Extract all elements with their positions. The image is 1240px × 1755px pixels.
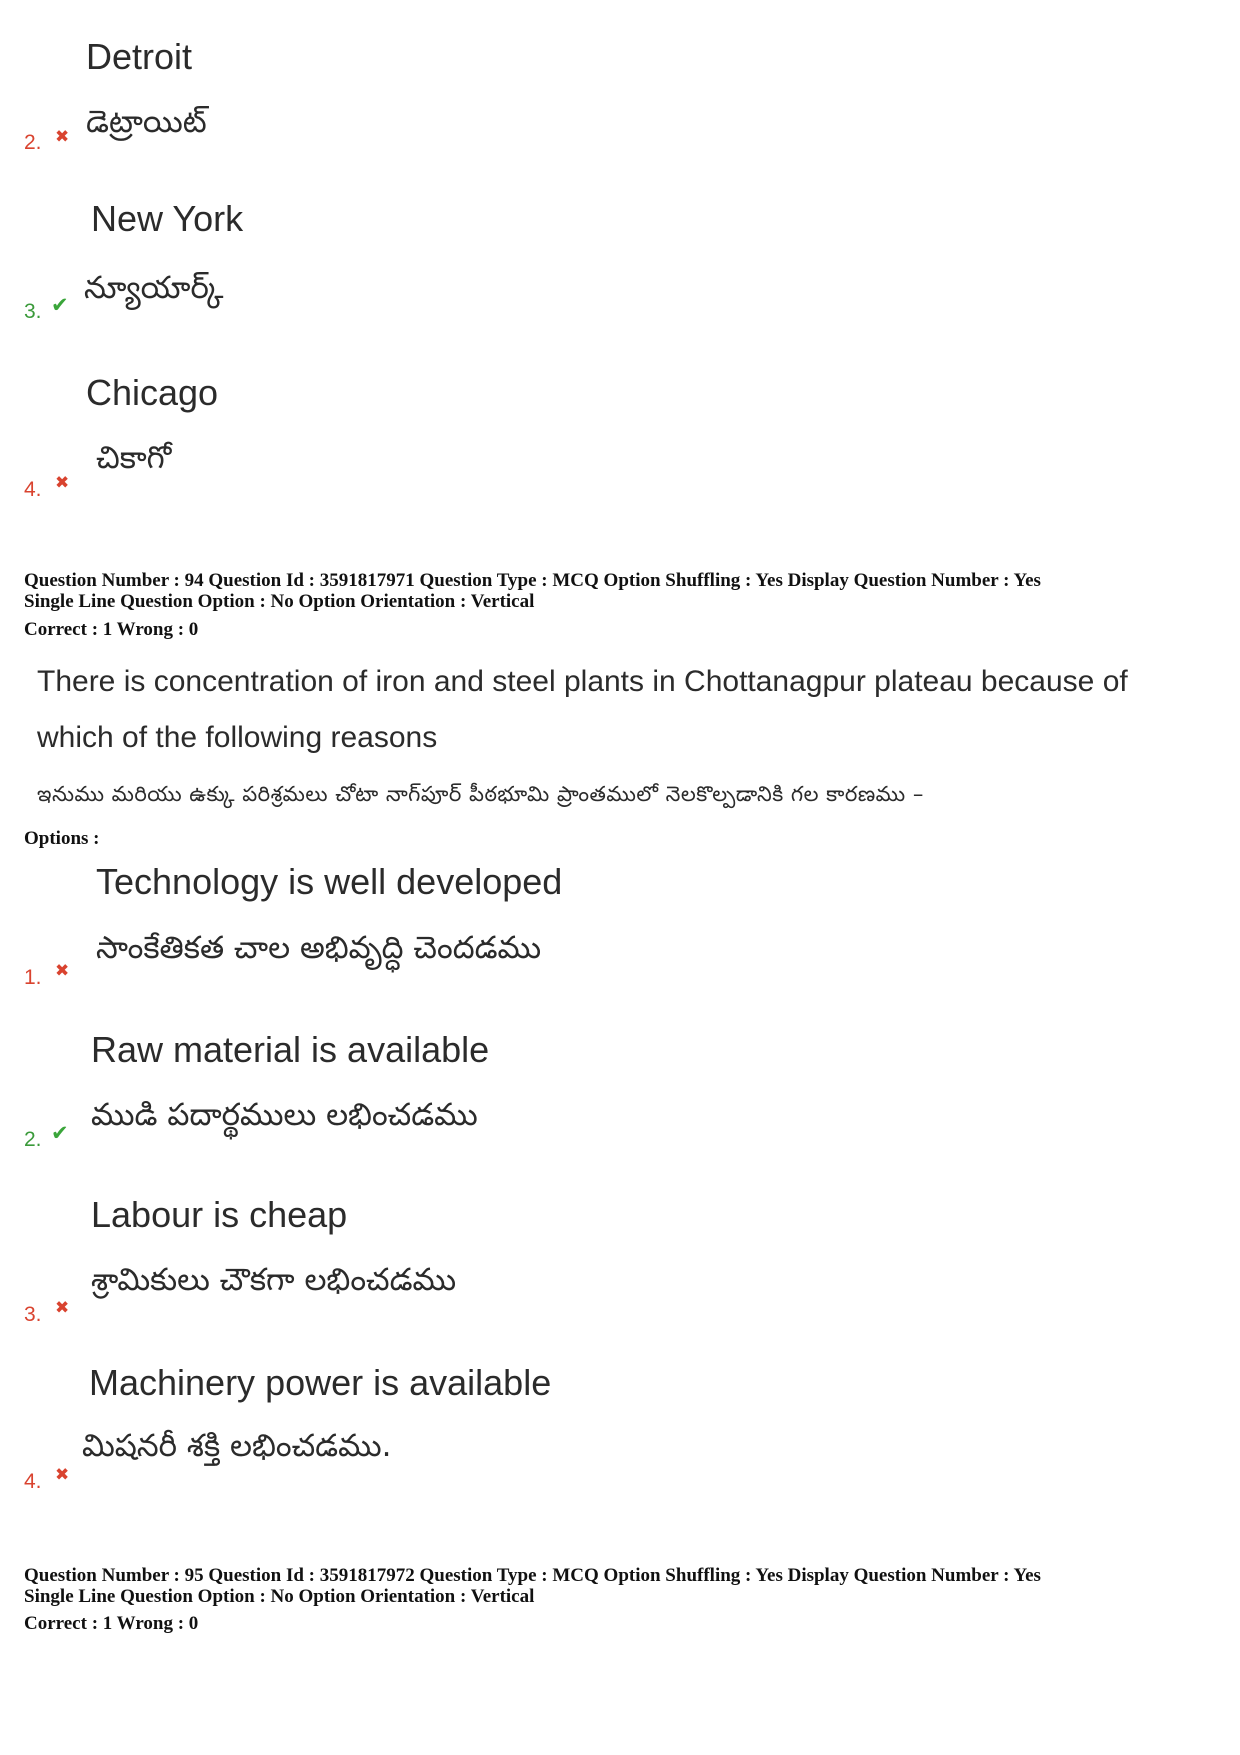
option-number: 1. (24, 966, 42, 989)
cross-mark-icon: ✖ (55, 127, 70, 147)
check-mark-icon: ✔ (51, 1121, 69, 1145)
cross-mark-icon: ✖ (55, 473, 70, 493)
meta-line: Single Line Question Option : No Option Orientation : Vertical (24, 591, 535, 612)
option-text-te: ముడి పదార్థములు లభించడము (91, 1097, 478, 1133)
marks-line: Correct : 1 Wrong : 0 (24, 619, 199, 640)
option-text-en: Labour is cheap (91, 1194, 348, 1235)
option-text-te: డెట్రాయిట్ (86, 104, 207, 140)
meta-line: Single Line Question Option : No Option Orientation : Vertical (24, 1586, 535, 1607)
cross-mark-icon: ✖ (55, 1298, 70, 1318)
meta-line: Question Number : 95 Question Id : 3591817972 Question Type : MCQ Option Shuffling : Yes Display Question Number : Yes (24, 1565, 1041, 1586)
option-number: 4. (24, 1470, 42, 1493)
option-number: 2. (24, 131, 42, 154)
option-number: 3. (24, 1303, 42, 1326)
meta-line: Question Number : 94 Question Id : 3591817971 Question Type : MCQ Option Shuffling : Yes Display Question Number : Yes (24, 570, 1041, 591)
question-text-en: which of the following reasons (37, 721, 438, 754)
option-text-te: న్యూయార్క్ (84, 270, 224, 306)
cross-mark-icon: ✖ (55, 961, 70, 981)
option-number: 2. (24, 1128, 42, 1151)
cross-mark-icon: ✖ (55, 1465, 70, 1485)
option-text-en: Machinery power is available (89, 1362, 552, 1403)
option-text-te: శ్రామికులు చౌకగా లభించడము (91, 1262, 457, 1298)
option-text-te: మిషనరీ శక్తి లభించడము. (82, 1428, 392, 1464)
option-number: 3. (24, 300, 42, 323)
options-label: Options : (24, 828, 100, 849)
option-text-en: New York (91, 198, 244, 239)
option-text-en: Detroit (86, 36, 193, 77)
option-text-en: Raw material is available (91, 1029, 490, 1070)
option-text-en: Chicago (86, 372, 219, 413)
option-text-en: Technology is well developed (96, 861, 563, 902)
check-mark-icon: ✔ (51, 293, 69, 317)
question-text-te: ఇనుము మరియు ఉక్కు పరిశ్రమలు చోటా నాగ్‌పూర్ పీఠభూమి ప్రాంతములో నెలకొల్పడానికి గల కారణము – (37, 782, 924, 806)
option-text-te: చికాగో (96, 440, 172, 476)
option-number: 4. (24, 478, 42, 501)
question-text-en: There is concentration of iron and steel plants in Chottanagpur plateau because of (37, 665, 1128, 698)
option-text-te: సాంకేతికత చాల అభివృద్ధి చెందడము (96, 930, 542, 966)
marks-line: Correct : 1 Wrong : 0 (24, 1613, 199, 1634)
